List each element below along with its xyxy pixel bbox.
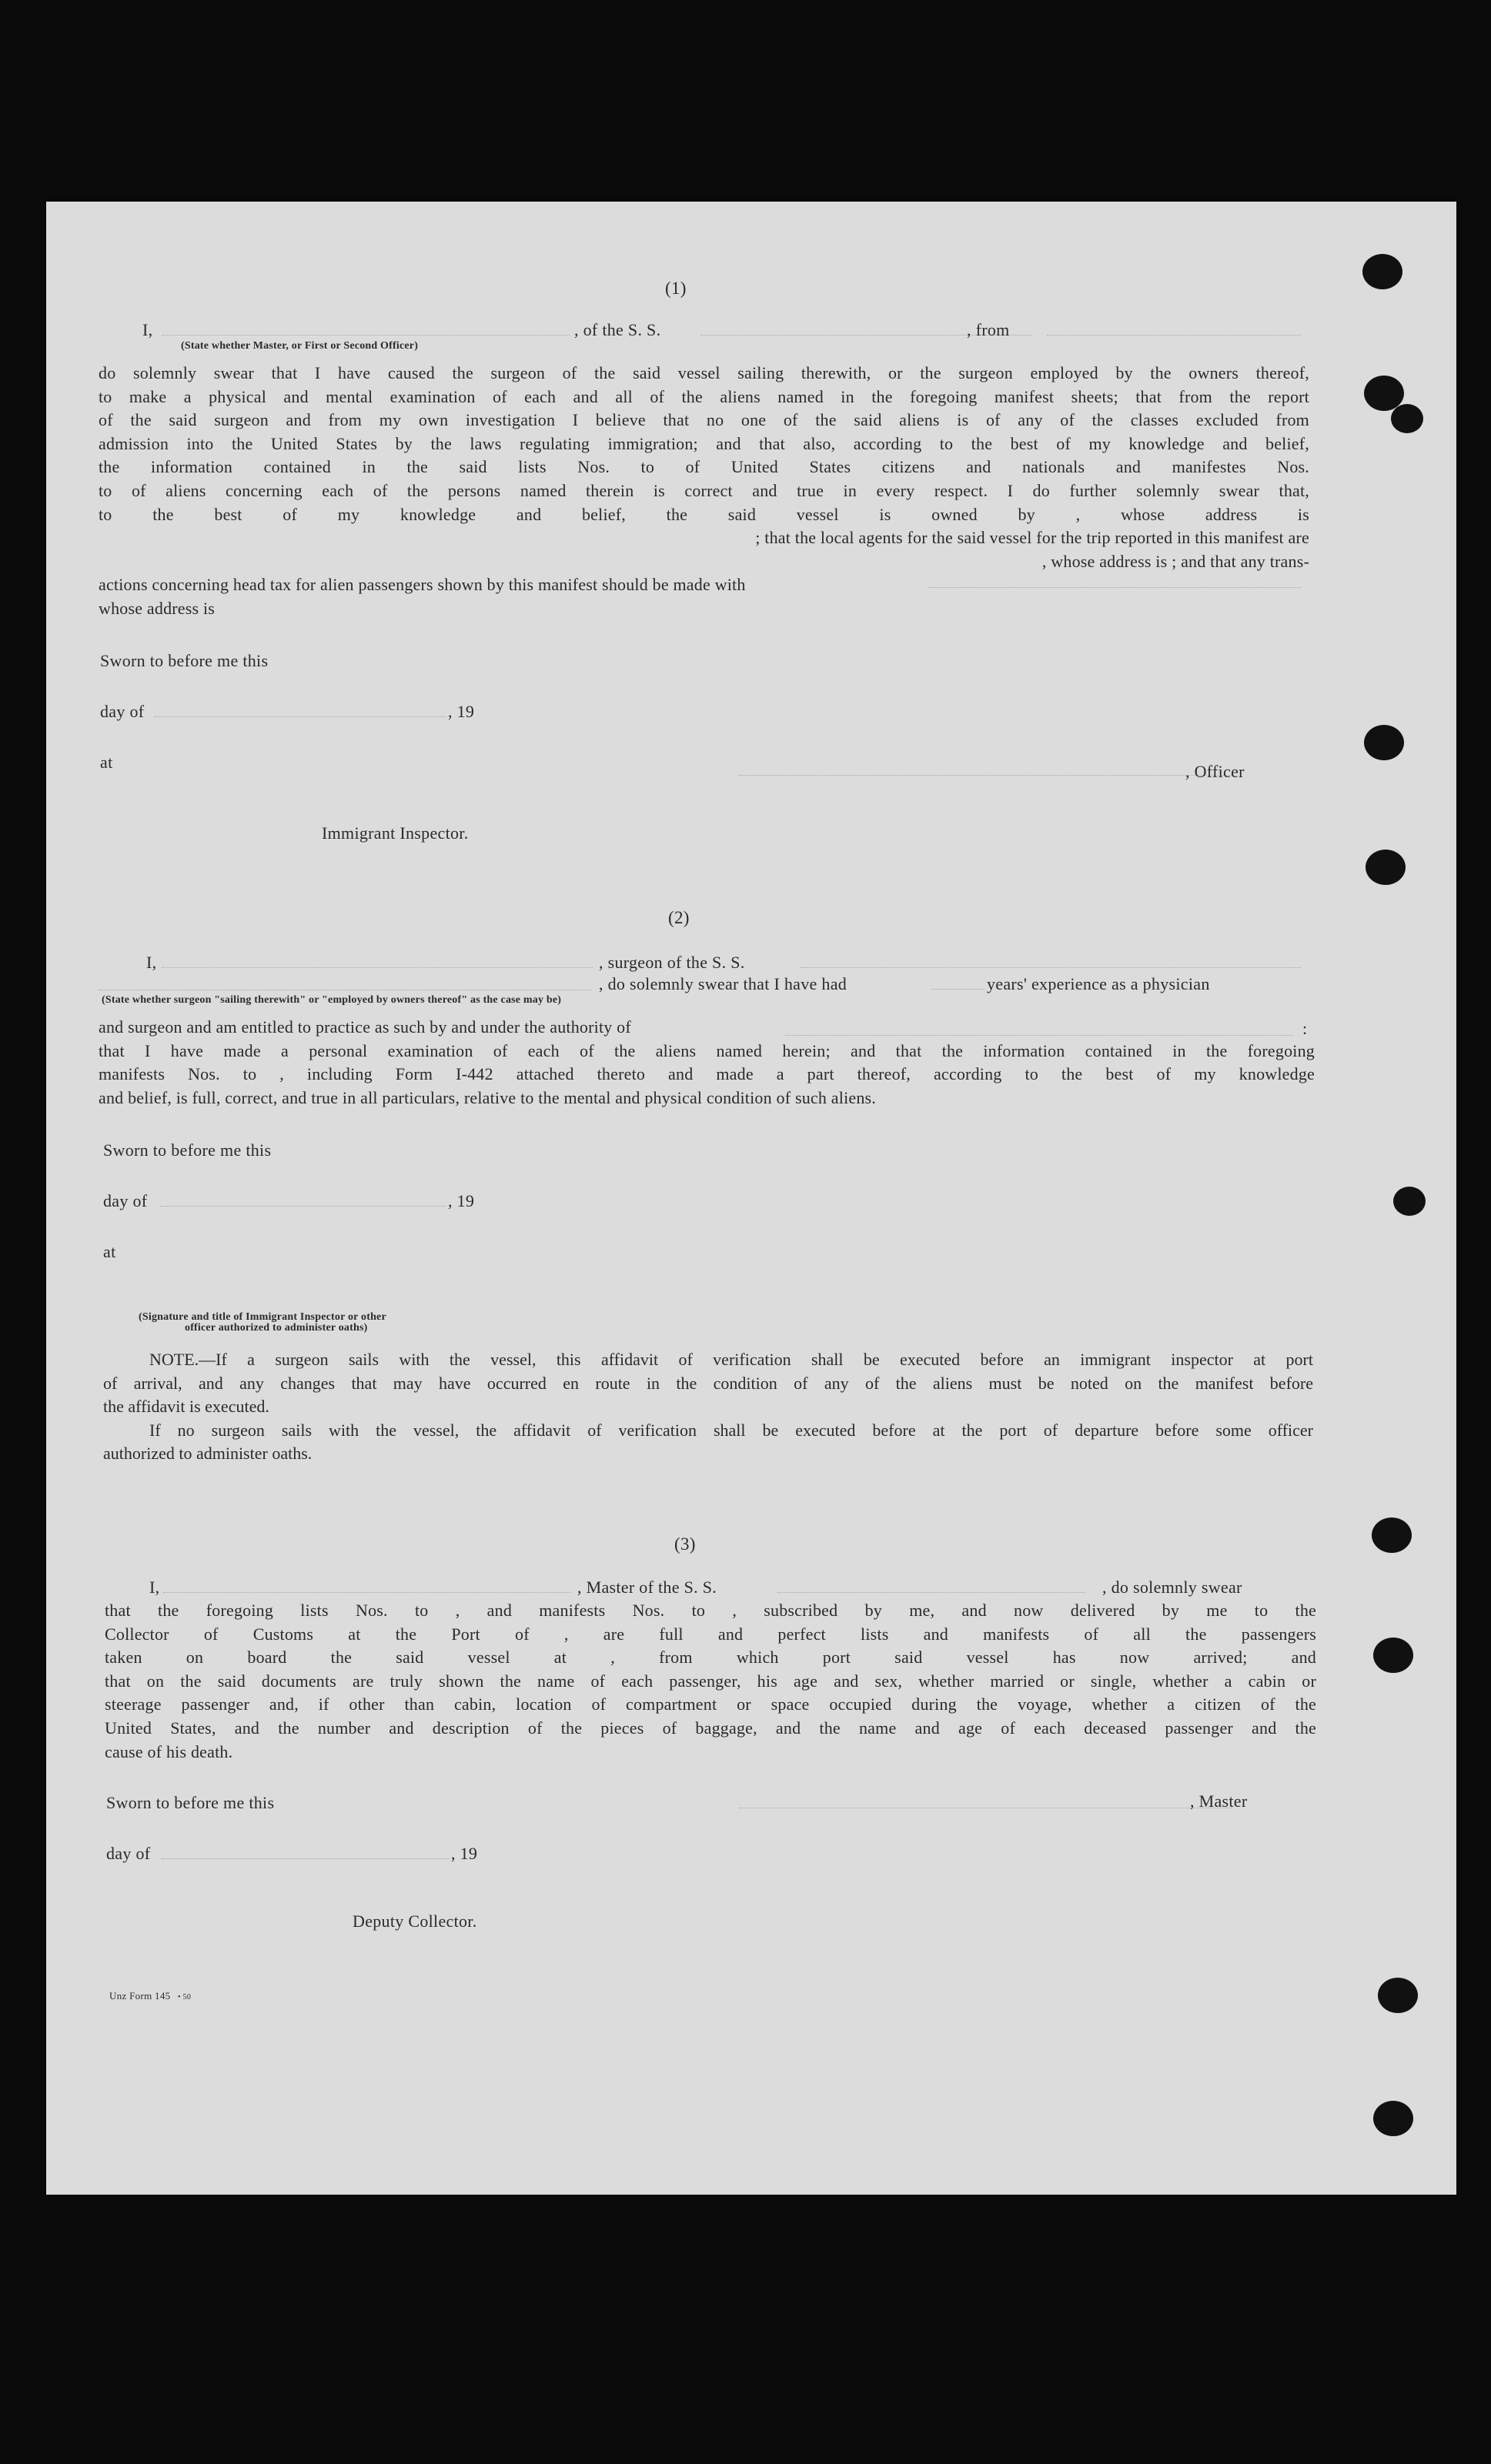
section-number: (1) [665, 279, 687, 298]
authority-field[interactable] [785, 1034, 1293, 1036]
signature-field[interactable] [739, 774, 1232, 776]
officer-line [142, 320, 152, 340]
body-line: cause of his death. [105, 1741, 233, 1761]
year-label: , 19 [448, 1191, 475, 1210]
body-line: of the said surgeon and from my own investigation I believe that no one of the said aliens is of any of the classes excluded from [99, 410, 1309, 430]
body-line: that the foregoing lists Nos. to , and manifests Nos. to , subscribed by me, and now delivered by me to the [105, 1601, 1316, 1620]
punch-hole [1393, 1187, 1426, 1216]
note-line: of arrival, and any changes that may have occurred en route in the condition of any of the aliens must be noted on the manifest before [103, 1373, 1313, 1393]
note-line: authorized to administer oaths. [103, 1444, 313, 1463]
head-tax-contact-field[interactable] [928, 586, 1301, 588]
punch-hole [1366, 850, 1406, 885]
form-sheet [46, 202, 1456, 2195]
authority-end: : [1302, 1019, 1308, 1038]
punch-hole [1362, 254, 1402, 289]
day-of-label: day of [106, 1844, 151, 1863]
from-port-field[interactable] [1047, 334, 1301, 336]
officer-title-label: , Officer [1185, 762, 1245, 781]
body-line: actions concerning head tax for alien passengers shown by this manifest should be made with [99, 575, 746, 595]
surgeon-capacity-field[interactable] [99, 989, 591, 990]
punch-hole [1373, 2101, 1413, 2136]
surgeon-of-label: , surgeon of the S. S. [599, 953, 745, 972]
punch-hole [1364, 725, 1404, 760]
pronoun-label: I, [146, 953, 157, 972]
pronoun-label: I, [142, 320, 153, 339]
day-field[interactable] [162, 1858, 450, 1859]
master-signature-field[interactable] [739, 1807, 1232, 1808]
body-line: admission into the United States by the laws regulating immigration; and that also, according to the best of my knowledge and belief, [99, 433, 1309, 453]
form-id-text: Unz Form 145 [109, 1990, 171, 2002]
inspector-title-label: Immigrant Inspector. [322, 823, 469, 843]
collector-title-label: Deputy Collector. [353, 1911, 477, 1931]
signature-caption: (Signature and title of Immigrant Inspector or other [139, 1311, 386, 1323]
master-name-field[interactable] [163, 1591, 571, 1593]
signature-caption: officer authorized to administer oaths) [185, 1322, 368, 1334]
body-line: and surgeon and am entitled to practice as such by and under the authority of [99, 1017, 631, 1037]
body-line: do solemnly swear that I have caused the surgeon of the said vessel sailing therewith, or the surgeon employed by the owners thereof, [99, 363, 1309, 382]
body-line: to make a physical and mental examination of each and all of the aliens named in the foregoing manifest sheets; that from the report [99, 386, 1309, 406]
officer-name-field[interactable] [162, 334, 570, 336]
year-label: , 19 [451, 1844, 478, 1863]
body-line: to the best of my knowledge and belief, the said vessel is owned by , whose address is [99, 504, 1309, 524]
year-label: , 19 [448, 702, 475, 721]
body-line: steerage passenger and, if other than cabin, location of compartment or space occupied during the voyage, whether a citizen of the [105, 1694, 1316, 1714]
section2-body [99, 1016, 1315, 1110]
body-line: that on the said documents are truly shown the name of each passenger, his age and sex, whether married or single, whether a cabin or [105, 1671, 1316, 1691]
sworn-label: Sworn to before me this [100, 651, 269, 670]
officer-caption: (State whether Master, or First or Second Officer) [181, 340, 419, 352]
sworn-label: Sworn to before me this [106, 1793, 275, 1812]
surgeon-caption: (State whether surgeon "sailing therewith" or "employed by owners thereof" as the case may be) [102, 994, 562, 1006]
form-id [109, 1990, 191, 2002]
note-line: NOTE.—If a surgeon sails with the vessel, this affidavit of verification shall be executed before an immigrant inspector at port [149, 1350, 1313, 1369]
form-id-extra: • 50 [178, 1993, 192, 2002]
body-line: , whose address is ; and that any trans- [1041, 551, 1309, 571]
note-line: the affidavit is executed. [103, 1397, 269, 1416]
section-number: (3) [674, 1534, 696, 1554]
swear-label: , do solemnly swear that I have had [599, 974, 847, 993]
body-line: Collector of Customs at the Port of , are full and perfect lists and manifests of all the passengers [105, 1624, 1316, 1644]
note-line: If no surgeon sails with the vessel, the affidavit of verification shall be executed before at the port of departure before some officer [149, 1420, 1313, 1440]
punch-hole [1372, 1517, 1412, 1553]
body-line: manifests Nos. to , including Form I-442 attached thereto and made a part thereof, according to the best of my knowledge [99, 1064, 1315, 1084]
vessel-label: , of the S. S. [574, 320, 661, 339]
at-label: at [103, 1242, 116, 1261]
punch-hole [1378, 1978, 1418, 2013]
master-title-label: , Master [1190, 1791, 1248, 1811]
section1-body [99, 362, 1309, 621]
day-field[interactable] [154, 716, 446, 717]
body-line: the information contained in the said lists Nos. to of United States citizens and nationals and manifestes Nos. [99, 457, 1309, 477]
body-line: taken on board the said vessel at , from which port said vessel has now arrived; and [105, 1648, 1316, 1668]
solemnly-swear-label: , do solemnly swear [1102, 1578, 1242, 1597]
years-field[interactable] [931, 988, 985, 990]
surgeon-vessel-field[interactable] [801, 967, 1301, 968]
section-number: (2) [668, 908, 690, 927]
punch-hole [1373, 1638, 1413, 1673]
master-of-label: , Master of the S. S. [577, 1578, 717, 1597]
day-of-label: day of [100, 702, 145, 721]
sworn-label: Sworn to before me this [103, 1140, 272, 1160]
body-line: United States, and the number and description of the pieces of baggage, and the name and age of each deceased passenger and the [105, 1718, 1316, 1738]
surgeon-name-field[interactable] [162, 967, 593, 968]
day-field[interactable] [160, 1205, 446, 1207]
punch-hole [1391, 404, 1423, 433]
body-line: ; that the local agents for the said vessel for the trip reported in this manifest are [755, 528, 1309, 548]
body-line: whose address is [99, 598, 216, 618]
body-line: to of aliens concerning each of the persons named therein is correct and true in every respect. I do further solemnly swear that, [99, 480, 1309, 500]
note-block [103, 1348, 1313, 1466]
master-vessel-field[interactable] [777, 1591, 1085, 1593]
from-label: , from [967, 320, 1010, 339]
years-experience-label: years' experience as a physician [987, 974, 1210, 993]
pronoun-label: I, [149, 1578, 160, 1597]
section3-body [105, 1599, 1316, 1764]
body-line: and belief, is full, correct, and true in all particulars, relative to the mental and physical condition of such aliens. [99, 1087, 877, 1107]
day-of-label: day of [103, 1191, 148, 1210]
body-line: that I have made a personal examination of each of the aliens named herein; and that the information contained in the foregoing [99, 1040, 1315, 1060]
at-label: at [100, 753, 113, 772]
